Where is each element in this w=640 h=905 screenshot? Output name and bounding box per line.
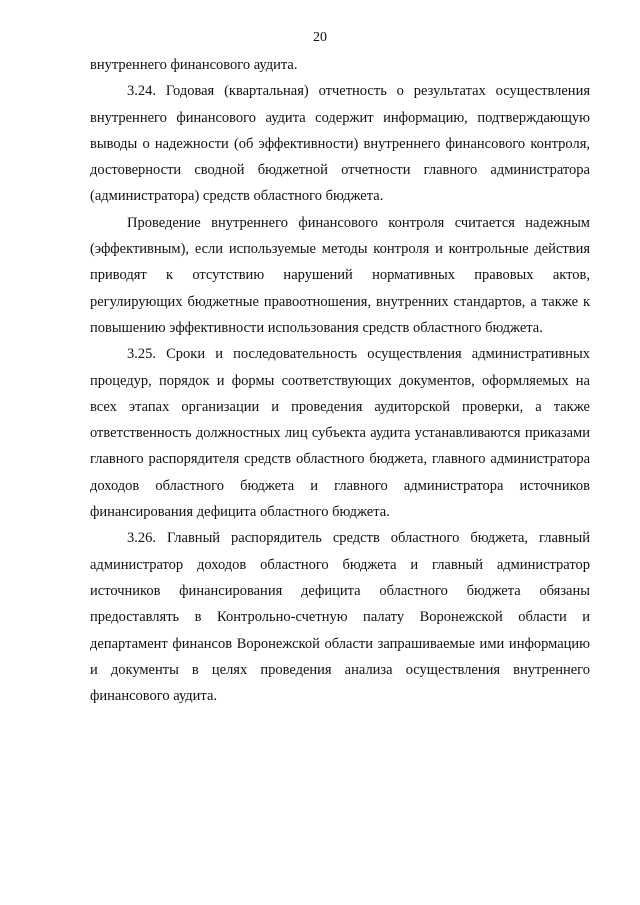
paragraph-3-24: 3.24. Годовая (квартальная) отчетность о результатах осуществления внутреннего финансового аудита содержит информацию, подтверждающую выводы о надежности (об эффективности) внутреннего финансового контроля, достоверности сводной бюджетной отчетности главного администратора (администратора) средств областного бюджета. bbox=[90, 83, 590, 205]
paragraph-3-25: 3.25. Сроки и последовательность осуществления административных процедур, порядок и формы соответствующих документов, оформляемых на всех этапах организации и проведения аудиторской проверки, а также ответственность должностных лиц субъекта аудита устанавливаются приказами главного распорядителя средств областного бюджета, главного администратора доходов областного бюджета и главного администратора источников финансирования дефицита областного бюджета. bbox=[90, 346, 590, 521]
page-number: 20 bbox=[313, 30, 327, 45]
paragraph-continuation: внутреннего финансового аудита. bbox=[90, 57, 298, 73]
paragraph-3-26: 3.26. Главный распорядитель средств областного бюджета, главный администратор доходов областного бюджета и главный администратор источников финансирования дефицита областного бюджета обязаны предоставлять в Контрольно-счетную палату Воронежской области и департамент финансов Воронежской области запрашиваемые ими информацию и документы в целях проведения анализа осуществления внутреннего финансового аудита. bbox=[90, 530, 590, 705]
paragraph-internal-control-reliability: Проведение внутреннего финансового контроля считается надежным (эффективным), если используемые методы контроля и контрольные действия приводят к отсутствию нарушений нормативных правовых актов, регулирующих бюджетные правоотношения, внутренних стандартов, а также к повышению эффективности использования средств областного бюджета. bbox=[90, 214, 590, 336]
document-body bbox=[90, 52, 590, 709]
